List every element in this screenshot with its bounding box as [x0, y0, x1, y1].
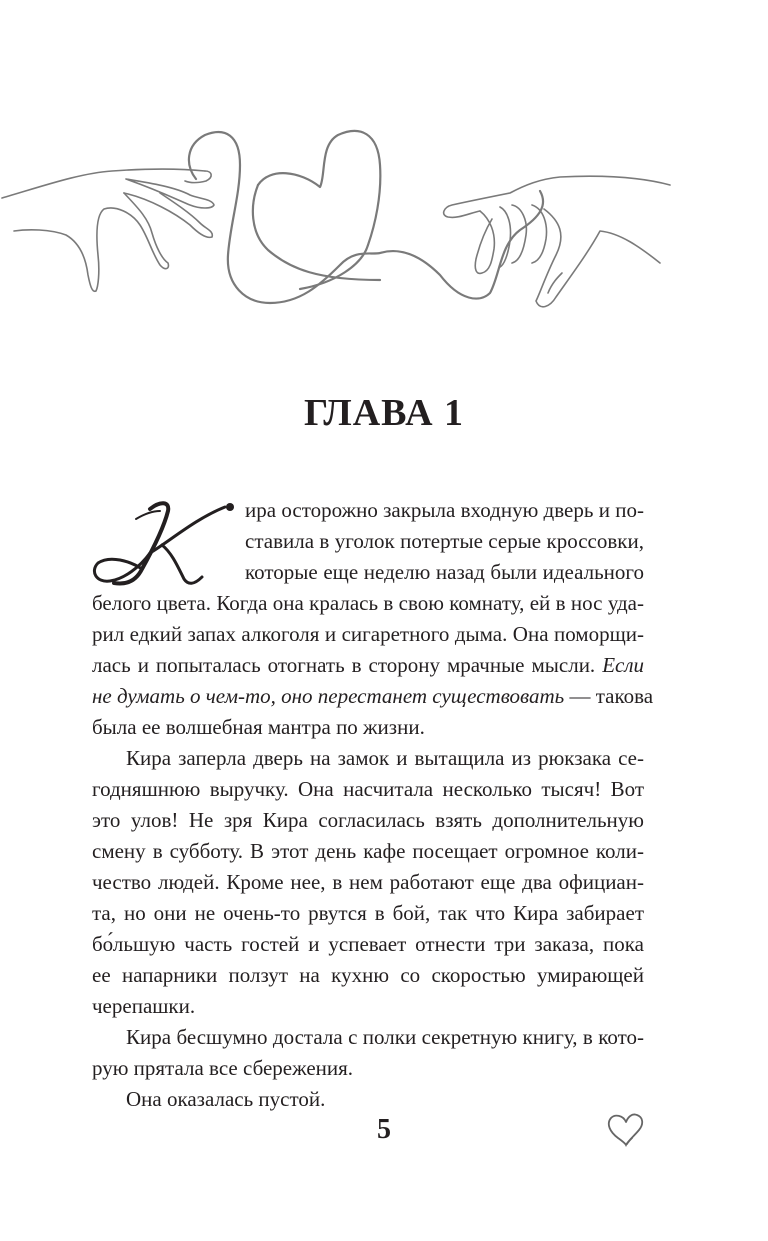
text-line: рую прятала все сбережения. — [92, 1056, 354, 1080]
chapter-body — [92, 495, 654, 1115]
text-line: рил едкий запах алкоголя и сигаретного дыма. Она поморщи- — [92, 622, 644, 646]
hands-heart-thread-illustration-icon — [0, 125, 768, 315]
text-line: ставила в уголок потертые серые кроссовки, — [245, 529, 644, 553]
text-segment: — такова — [564, 684, 654, 708]
chapter-title: ГЛАВА 1 — [303, 392, 465, 434]
text-segment: лась и попыталась отогнать в сторону мрачные мысли. — [92, 653, 603, 677]
text-line: та, но они не очень-то рвутся в бой, так что Кира забирает — [92, 901, 644, 925]
text-line: это улов! Не зря Кира согласилась взять дополнительную — [92, 808, 644, 832]
italic-segment: не думать о чем-то, оно перестанет существовать — [92, 684, 565, 708]
text-line — [92, 681, 654, 712]
text-line: ира осторожно закрыла входную дверь и по- — [245, 498, 644, 522]
text-line — [92, 650, 644, 681]
text-line: Кира заперла дверь на замок и вытащила из рюкзака се- — [126, 746, 644, 770]
italic-segment: Если — [602, 653, 644, 677]
text-line: Кира бесшумно достала с полки секретную книгу, в кото- — [126, 1025, 644, 1049]
text-line: ее напарники ползут на кухню со скоростью умирающей — [92, 963, 644, 987]
text-line: чество людей. Кроме нее, в нем работают еще два официан- — [92, 870, 644, 894]
script-k-drop-cap-icon — [90, 497, 240, 587]
text-line: бо́льшую часть гостей и успевает отнести три заказа, пока — [92, 932, 644, 956]
text-line: была ее волшебная мантра по жизни. — [92, 715, 425, 739]
page-number: 5 — [377, 1114, 391, 1145]
text-line: черепашки. — [92, 994, 196, 1018]
text-line: которые еще неделю назад были идеального — [245, 560, 644, 584]
heart-outline-icon — [606, 1112, 646, 1148]
text-line: белого цвета. Когда она кралась в свою комнату, ей в нос уда- — [92, 591, 644, 615]
text-line: Она оказалась пустой. — [126, 1087, 326, 1111]
text-line: годняшнюю выручку. Она насчитала несколько тысяч! Вот — [92, 777, 644, 801]
text-line: смену в субботу. В этот день кафе посещает огромное коли- — [92, 839, 644, 863]
